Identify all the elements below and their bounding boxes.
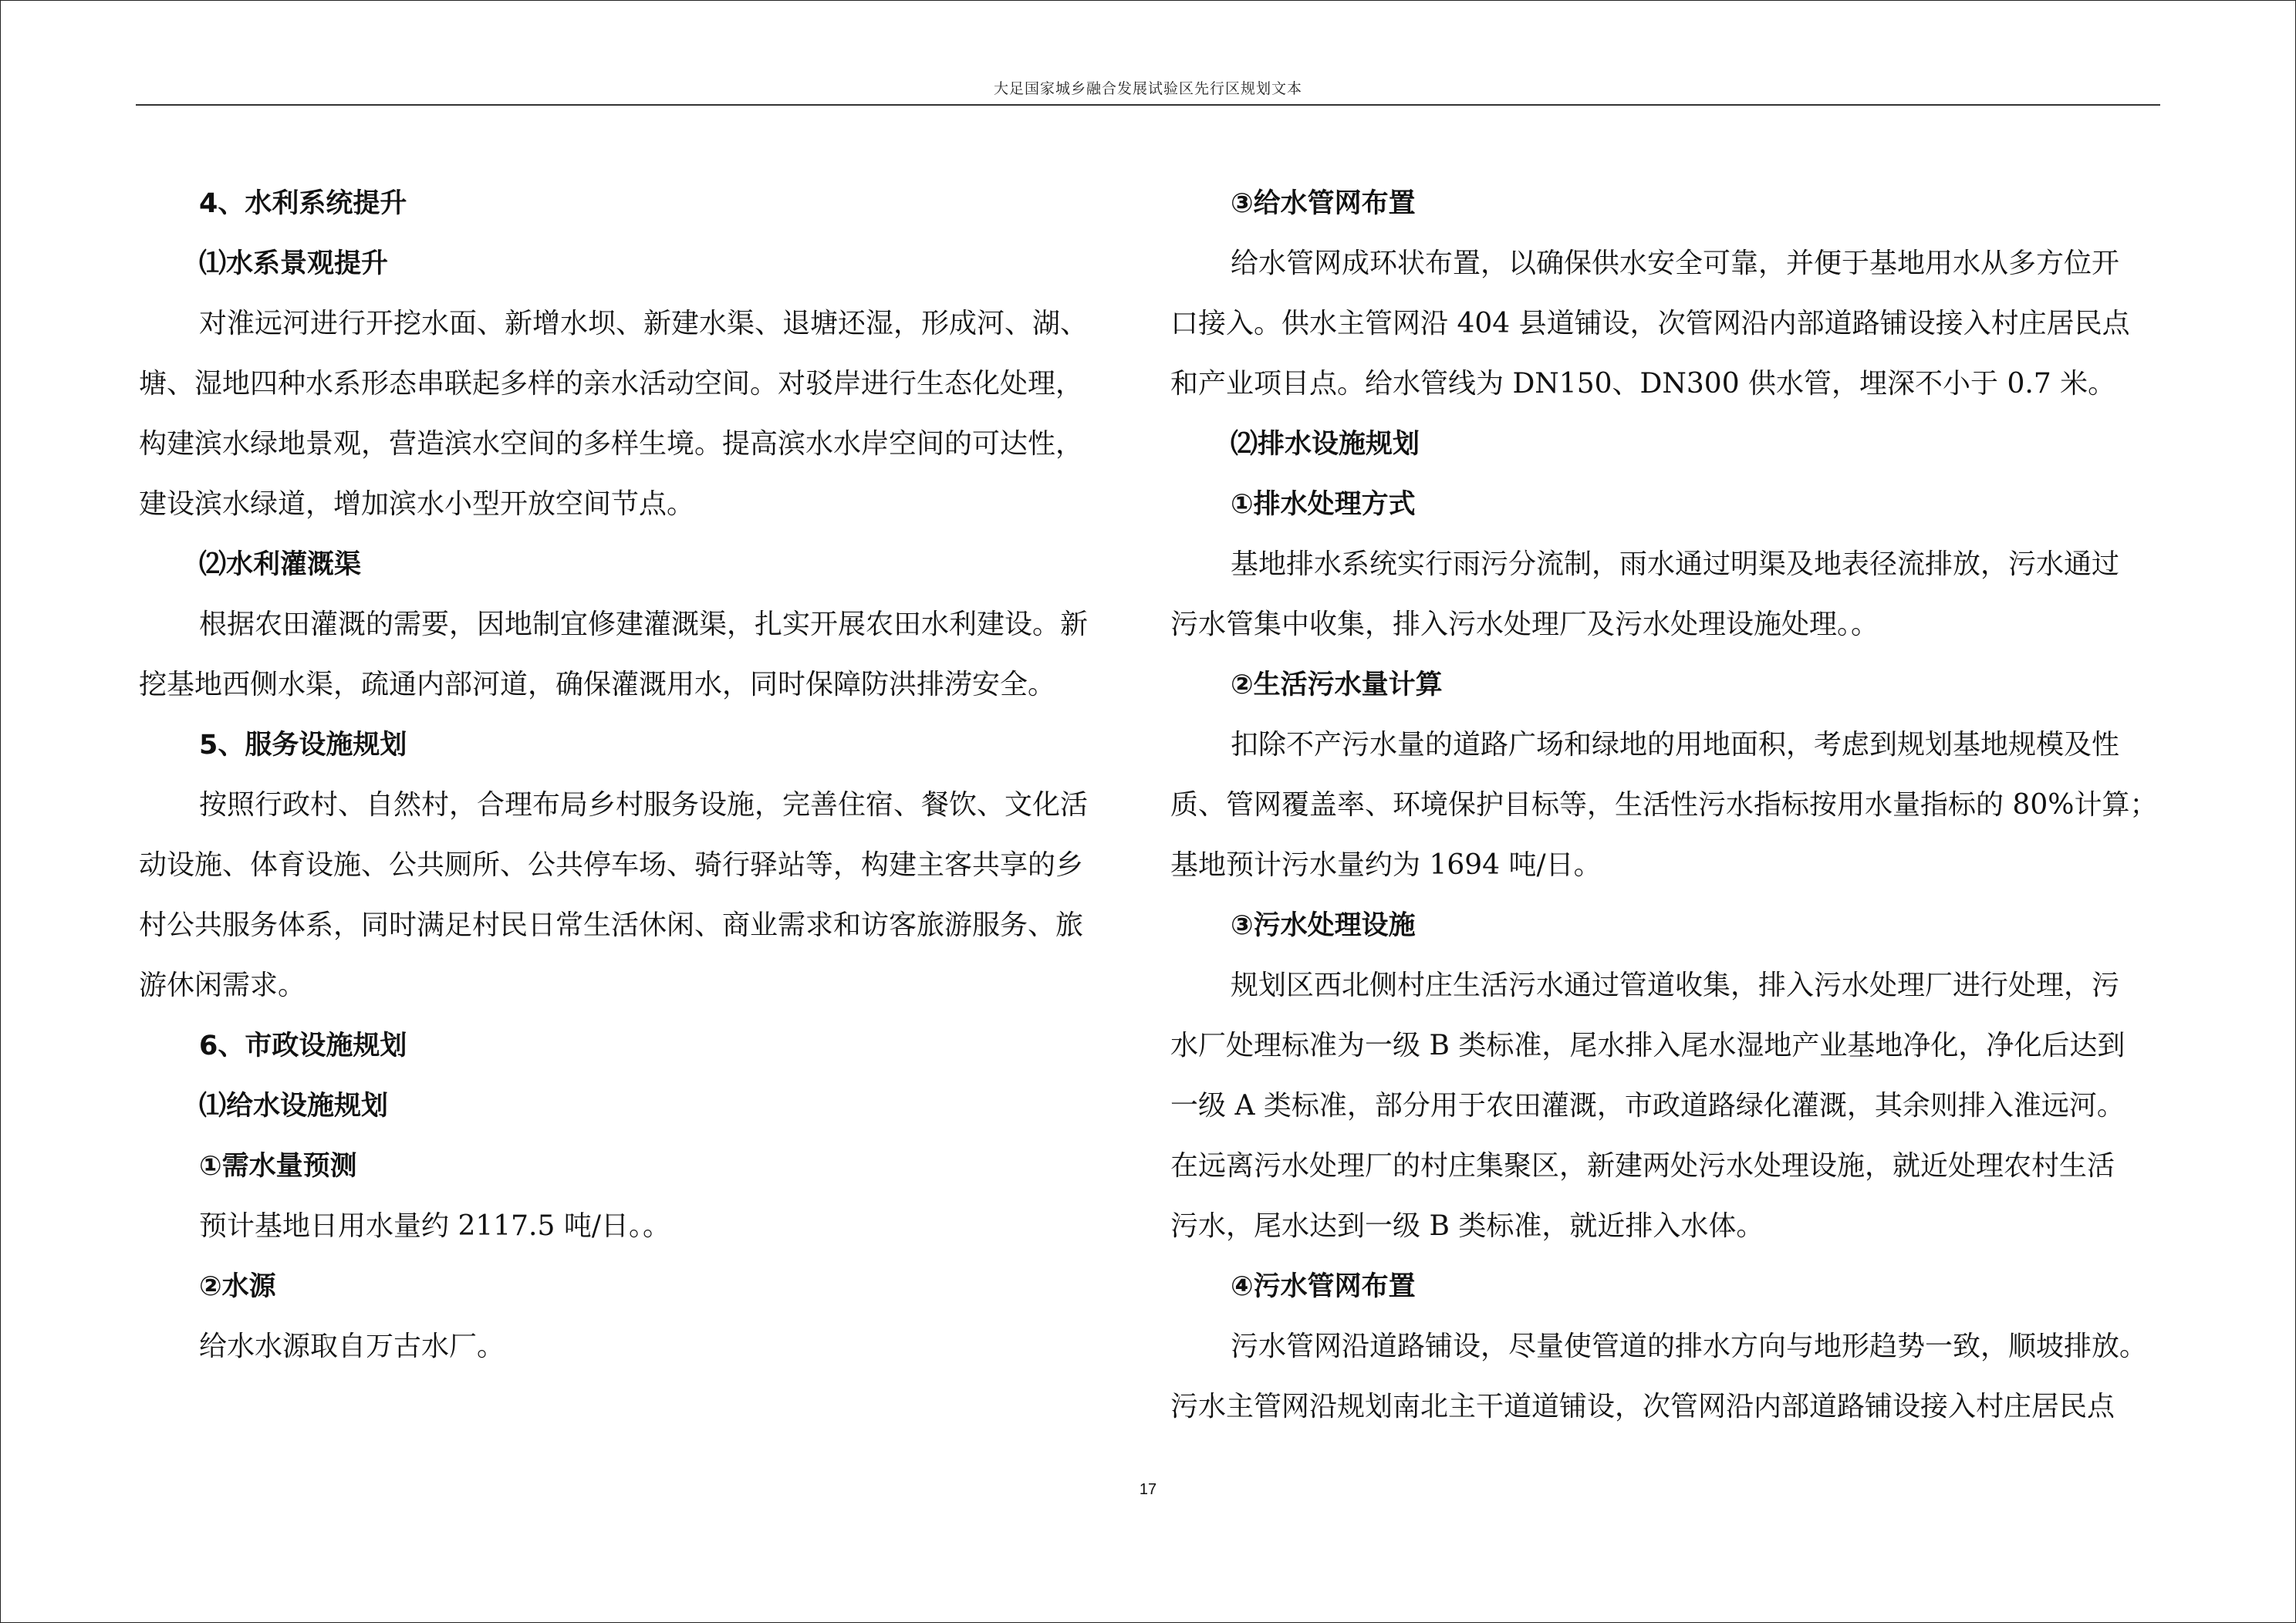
header-rule — [136, 104, 2160, 106]
paragraph-line: 根据农田灌溉的需要，因地制宜修建灌溉渠，扎实开展农田水利建设。新 — [199, 609, 1089, 640]
paragraph-line: 预计基地日用水量约 2117.5 吨/日。。 — [199, 1210, 670, 1242]
paragraph-line: 污水管网沿道路铺设，尽量使管道的排水方向与地形趋势一致，顺坡排放。 — [1231, 1331, 2148, 1362]
paragraph-line: 污水主管网沿规划南北主干道道铺设，次管网沿内部道路铺设接入村庄居民点 — [1170, 1391, 2115, 1422]
section-heading: 5、服务设施规划 — [199, 730, 407, 761]
paragraph-line: 规划区西北侧村庄生活污水通过管道收集，排入污水处理厂进行处理，污 — [1231, 970, 2120, 1001]
paragraph-line: 基地排水系统实行雨污分流制，雨水通过明渠及地表径流排放，污水通过 — [1231, 548, 2120, 580]
paragraph-line: 构建滨水绿地景观，营造滨水空间的多样生境。提高滨水水岸空间的可达性， — [139, 428, 1084, 460]
section-heading: 6、市政设施规划 — [199, 1031, 407, 1061]
paragraph-line: 塘、湿地四种水系形态串联起多样的亲水活动空间。对驳岸进行生态化处理， — [139, 368, 1084, 400]
paragraph-line: 村公共服务体系，同时满足村民日常生活休闲、商业需求和访客旅游服务、旅 — [139, 909, 1084, 941]
paragraph-line: 和产业项目点。给水管线为 DN150、DN300 供水管，埋深不小于 0.7 米。 — [1170, 368, 2116, 400]
left-column — [139, 174, 1134, 1377]
paragraph-line: 基地预计污水量约为 1694 吨/日。 — [1170, 849, 1602, 881]
section-heading: ③给水管网布置 — [1231, 188, 1416, 219]
section-heading: ①排水处理方式 — [1231, 489, 1416, 520]
section-heading: 4、水利系统提升 — [199, 188, 407, 219]
paragraph-line: 口接入。供水主管网沿 404 县道铺设，次管网沿内部道路铺设接入村庄居民点 — [1170, 308, 2130, 339]
paragraph-line: 建设滨水绿道，增加滨水小型开放空间节点。 — [139, 488, 695, 520]
right-column — [1170, 174, 2166, 1437]
section-heading: ⑵排水设施规划 — [1231, 429, 1420, 460]
paragraph-line: 挖基地西侧水渠，疏通内部河道，确保灌溉用水，同时保障防洪排涝安全。 — [139, 669, 1056, 700]
paragraph-line: 一级 A 类标准，部分用于农田灌溉，市政道路绿化灌溉，其余则排入淮远河。 — [1170, 1090, 2125, 1122]
paragraph-line: 对淮远河进行开挖水面、新增水坝、新建水渠、退塘还湿，形成河、湖、 — [199, 308, 1089, 339]
paragraph-line: 扣除不产污水量的道路广场和绿地的用地面积，考虑到规划基地规模及性 — [1231, 729, 2120, 761]
section-heading: ②水源 — [199, 1271, 276, 1302]
paragraph-line: 水厂处理标准为一级 B 类标准，尾水排入尾水湿地产业基地净化，净化后达到 — [1170, 1030, 2125, 1061]
section-heading: ④污水管网布置 — [1231, 1271, 1416, 1302]
section-heading: ②生活污水量计算 — [1231, 670, 1443, 700]
paragraph-line: 给水管网成环状布置，以确保供水安全可靠，并便于基地用水从多方位开 — [1231, 248, 2120, 279]
paragraph-line: 游休闲需求。 — [139, 970, 306, 1001]
paragraph-line: 动设施、体育设施、公共厕所、公共停车场、骑行驿站等，构建主客共享的乡 — [139, 849, 1084, 881]
paragraph-line: 污水，尾水达到一级 B 类标准，就近排入水体。 — [1170, 1210, 1764, 1242]
page-number: 17 — [1139, 1481, 1157, 1498]
running-header: 大足国家城乡融合发展试验区先行区规划文本 — [993, 80, 1302, 97]
section-heading: ⑵水利灌溉渠 — [199, 549, 362, 580]
section-heading: ⑴水系景观提升 — [199, 248, 389, 279]
section-heading: ③污水处理设施 — [1231, 910, 1416, 941]
paragraph-line: 给水水源取自万古水厂。 — [199, 1331, 505, 1362]
paragraph-line: 按照行政村、自然村，合理布局乡村服务设施，完善住宿、餐饮、文化活 — [199, 789, 1089, 821]
paragraph-line: 质、管网覆盖率、环境保护目标等，生活性污水指标按用水量指标的 80%计算； — [1170, 789, 2158, 821]
section-heading: ①需水量预测 — [199, 1151, 357, 1182]
paragraph-line: 在远离污水处理厂的村庄集聚区，新建两处污水处理设施，就近处理农村生活 — [1170, 1150, 2115, 1182]
section-heading: ⑴给水设施规划 — [199, 1091, 389, 1122]
paragraph-line: 污水管集中收集，排入污水处理厂及污水处理设施处理。。 — [1170, 609, 1879, 640]
